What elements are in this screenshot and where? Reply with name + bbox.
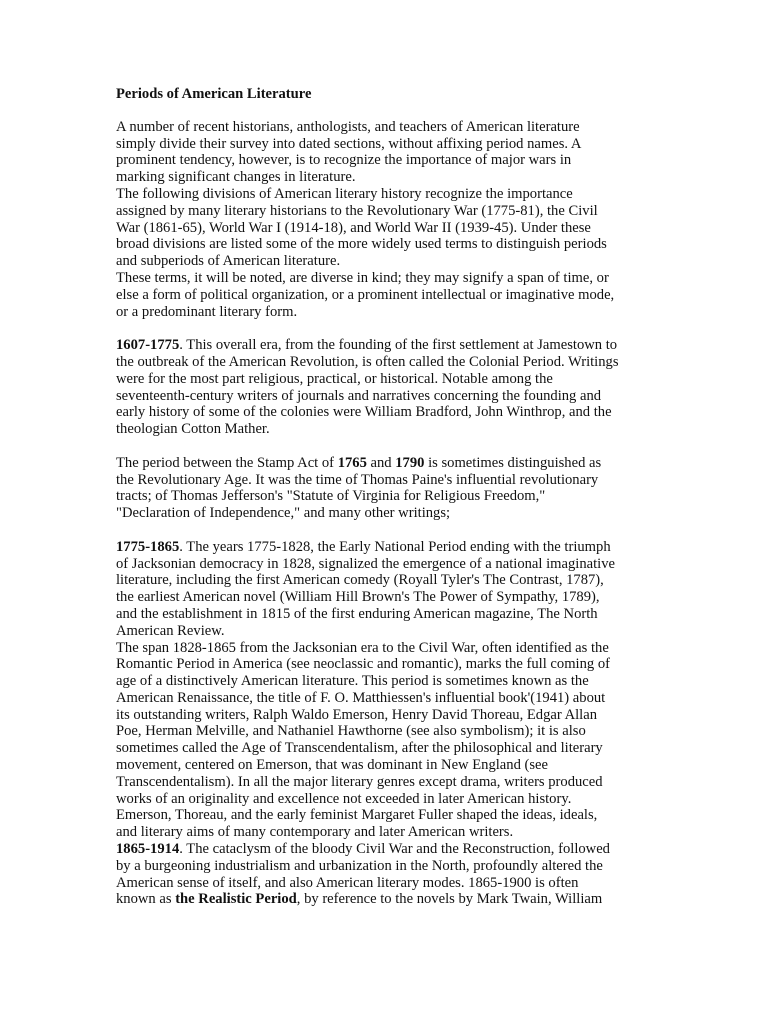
colonial-period-text: . This overall era, from the founding of the first settlement at Jamestown to the outbreak of the American Revolution, is often called the Colonial Period. Writings were for the most part religious, practical, or historical. Notable among the seventeenth-century writers of journals and narratives concerning the founding and early history of some of the colonies were William Bradford, John Winthrop, and the theologian Cotton Mather. <box>116 337 619 438</box>
revolutionary-age-paragraph <box>116 455 656 522</box>
paragraph-spacer <box>116 320 656 337</box>
revolutionary-year-start: 1765 <box>337 454 367 471</box>
paragraph-spacer <box>116 438 656 455</box>
document-page <box>116 86 656 908</box>
document-title: Periods of American Literature <box>116 86 312 102</box>
revolutionary-year-end: 1790 <box>395 454 425 471</box>
revolutionary-text-start: The period between the Stamp Act of <box>116 454 338 471</box>
colonial-period-date: 1607-1775 <box>116 337 180 354</box>
early-national-text: . The years 1775-1828, the Early National Period ending with the triumph of Jacksonian democracy in 1828, signalized the emergence of a national imaginative literature, including the first American comedy (Royall Tyler's The Contrast, 1787), the earliest American novel (William Hill Brown's The Power of Sympathy, 1789), and the establishment in 1815 of the first enduring American magazine, The North American Review. <box>116 538 615 639</box>
romantic-period-paragraph: The span 1828-1865 from the Jacksonian era to the Civil War, often identified as the Romantic Period in America (see neoclassic and romantic), marks the full coming of age of a distinctively American literature. This period is sometimes known as the American Renaissance, the title of F. O. Matthiessen's influential book'(1941) about its outstanding writers, Ralph Waldo Emerson, Henry David Thoreau, Edgar Allan Poe, Herman Melville, and Nathaniel Hawthorne (see also symbolism); it is also sometimes called the Age of Transcendentalism, after the philosophical and literary movement, centered on Emerson, that was dominant in New England (see Transcendentalism). In all the major literary genres except drama, writers produced works of an originality and excellence not exceeded in later American history. Emerson, Thoreau, and the early feminist Margaret Fuller shaped the ideas, ideals, and literary aims of many contemporary and later American writers. <box>116 639 611 841</box>
early-national-paragraph <box>116 539 656 640</box>
realistic-period-paragraph <box>116 841 656 908</box>
realistic-period-name: the Realistic Period <box>175 891 297 908</box>
revolutionary-text-mid: and <box>366 454 396 471</box>
realistic-period-text: . The cataclysm of the bloody Civil War and the Reconstruction, followed by a burgeoning industrialism and urbanization in the North, profoundly altered the American sense of itself, and also American literary modes. 1865-1900 is often known as <box>116 841 610 908</box>
revolutionary-text-end: is sometimes distinguished as the Revolutionary Age. It was the time of Thomas Paine's influential revolutionary tracts; of Thomas Jefferson's "Statute of Virginia for Religious Freedom," "Declaration of Independence," and many other writings; <box>116 454 602 522</box>
realistic-period-tail: , by reference to the novels by Mark Twain, William <box>296 891 603 908</box>
intro-paragraph-1: A number of recent historians, anthologists, and teachers of American literature simply divide their survey into dated sections, without affixing period names. A prominent tendency, however, is to recognize the importance of major wars in marking significant changes in literature. <box>116 118 582 186</box>
intro-paragraph-3: These terms, it will be noted, are diverse in kind; they may signify a span of time, or else a form of political organization, or a prominent intellectual or imaginative mode, or a predominant literary form. <box>116 269 615 320</box>
early-national-date: 1775-1865 <box>116 538 180 555</box>
colonial-period-paragraph <box>116 337 656 438</box>
paragraph-spacer <box>116 522 656 539</box>
realistic-period-date: 1865-1914 <box>116 841 180 858</box>
intro-paragraph-2: The following divisions of American literary history recognize the importance assigned by many literary historians to the Revolutionary War (1775-81), the Civil War (1861-65), World War I (1914-18), and World War II (1939-45). Under these broad divisions are listed some of the more widely used terms to distinguish periods and subperiods of American literature. <box>116 185 607 270</box>
